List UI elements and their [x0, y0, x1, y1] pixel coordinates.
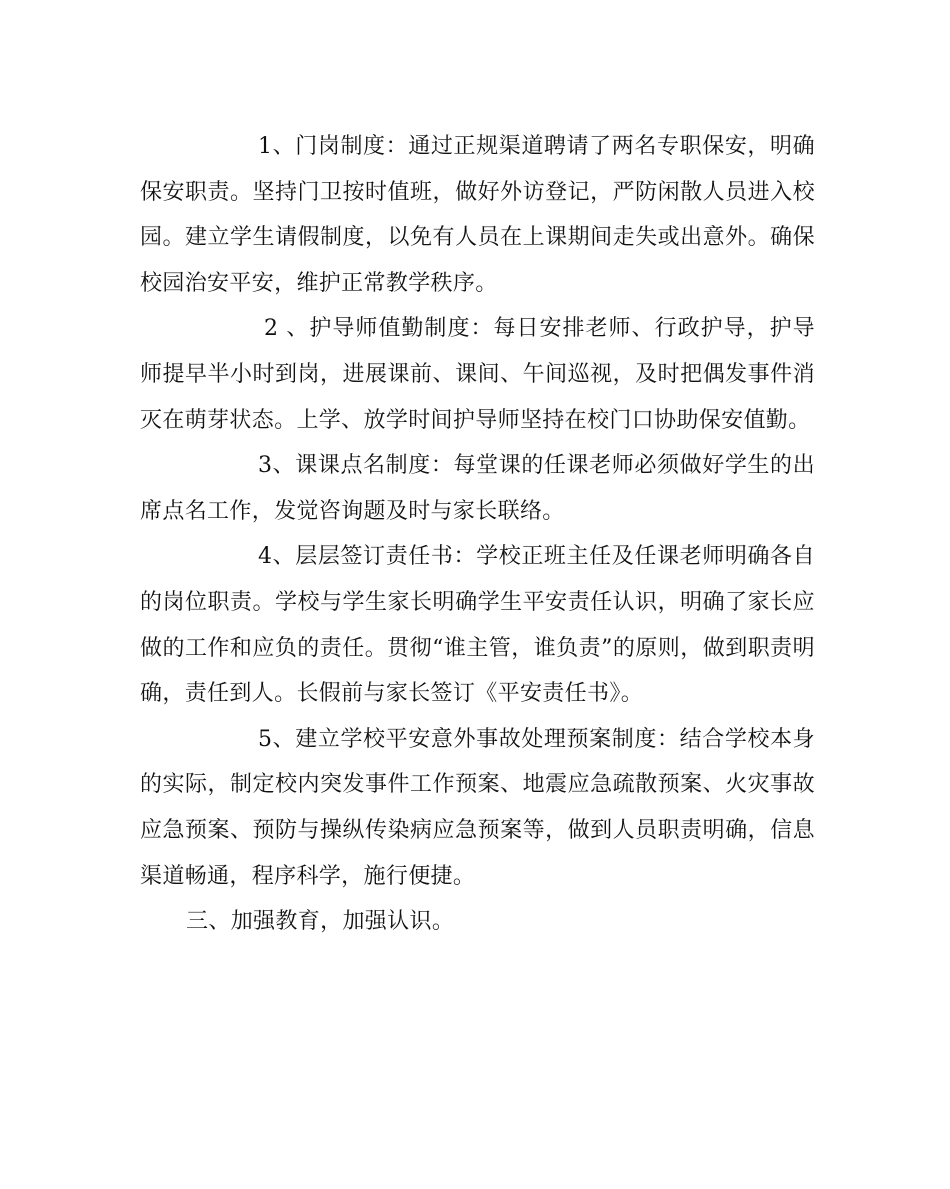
section-heading-education: 三、加强教育，加强认识。 [186, 909, 455, 935]
paragraph-roll-call: 3、课课点名制度：每堂课的任课老师必须做好学生的出席点名工作，发觉咨询题及时与家长联络。 [140, 453, 815, 524]
paragraph-gate-duty: 1、门岗制度：通过正规渠道聘请了两名专职保安，明确保安职责。坚持门卫按时值班，做好外访登记，严防闲散人员进入校园。建立学生请假制度，以免有人员在上课期间走失或出意外。确保校园治安平安，维护正常教学秩序。 [140, 134, 815, 296]
paragraph-patrol-duty: 2 、护导师值勤制度：每日安排老师、行政护导，护导师提早半小时到岗，进展课前、课间、午间巡视，及时把偶发事件消灭在萌芽状态。上学、放学时间护导师坚持在校门口协助保安值勤。 [140, 316, 815, 433]
document-body [140, 124, 815, 945]
paragraph-responsibility: 4、层层签订责任书：学校正班主任及任课老师明确各自的岗位职责。学校与学生家长明确学生平安责任认识，明确了家长应做的工作和应负的责任。贯彻“谁主管，谁负责”的原则，做到职责明确，责任到人。长假前与家长签订《平安责任书》。 [140, 544, 815, 707]
paragraph-emergency-plan: 5、建立学校平安意外事故处理预案制度：结合学校本身的实际，制定校内突发事件工作预案、地震应急疏散预案、火灾事故应急预案、预防与操纵传染病应急预案等，做到人员职责明确，信息渠道畅通，程序科学，施行便捷。 [140, 726, 815, 889]
